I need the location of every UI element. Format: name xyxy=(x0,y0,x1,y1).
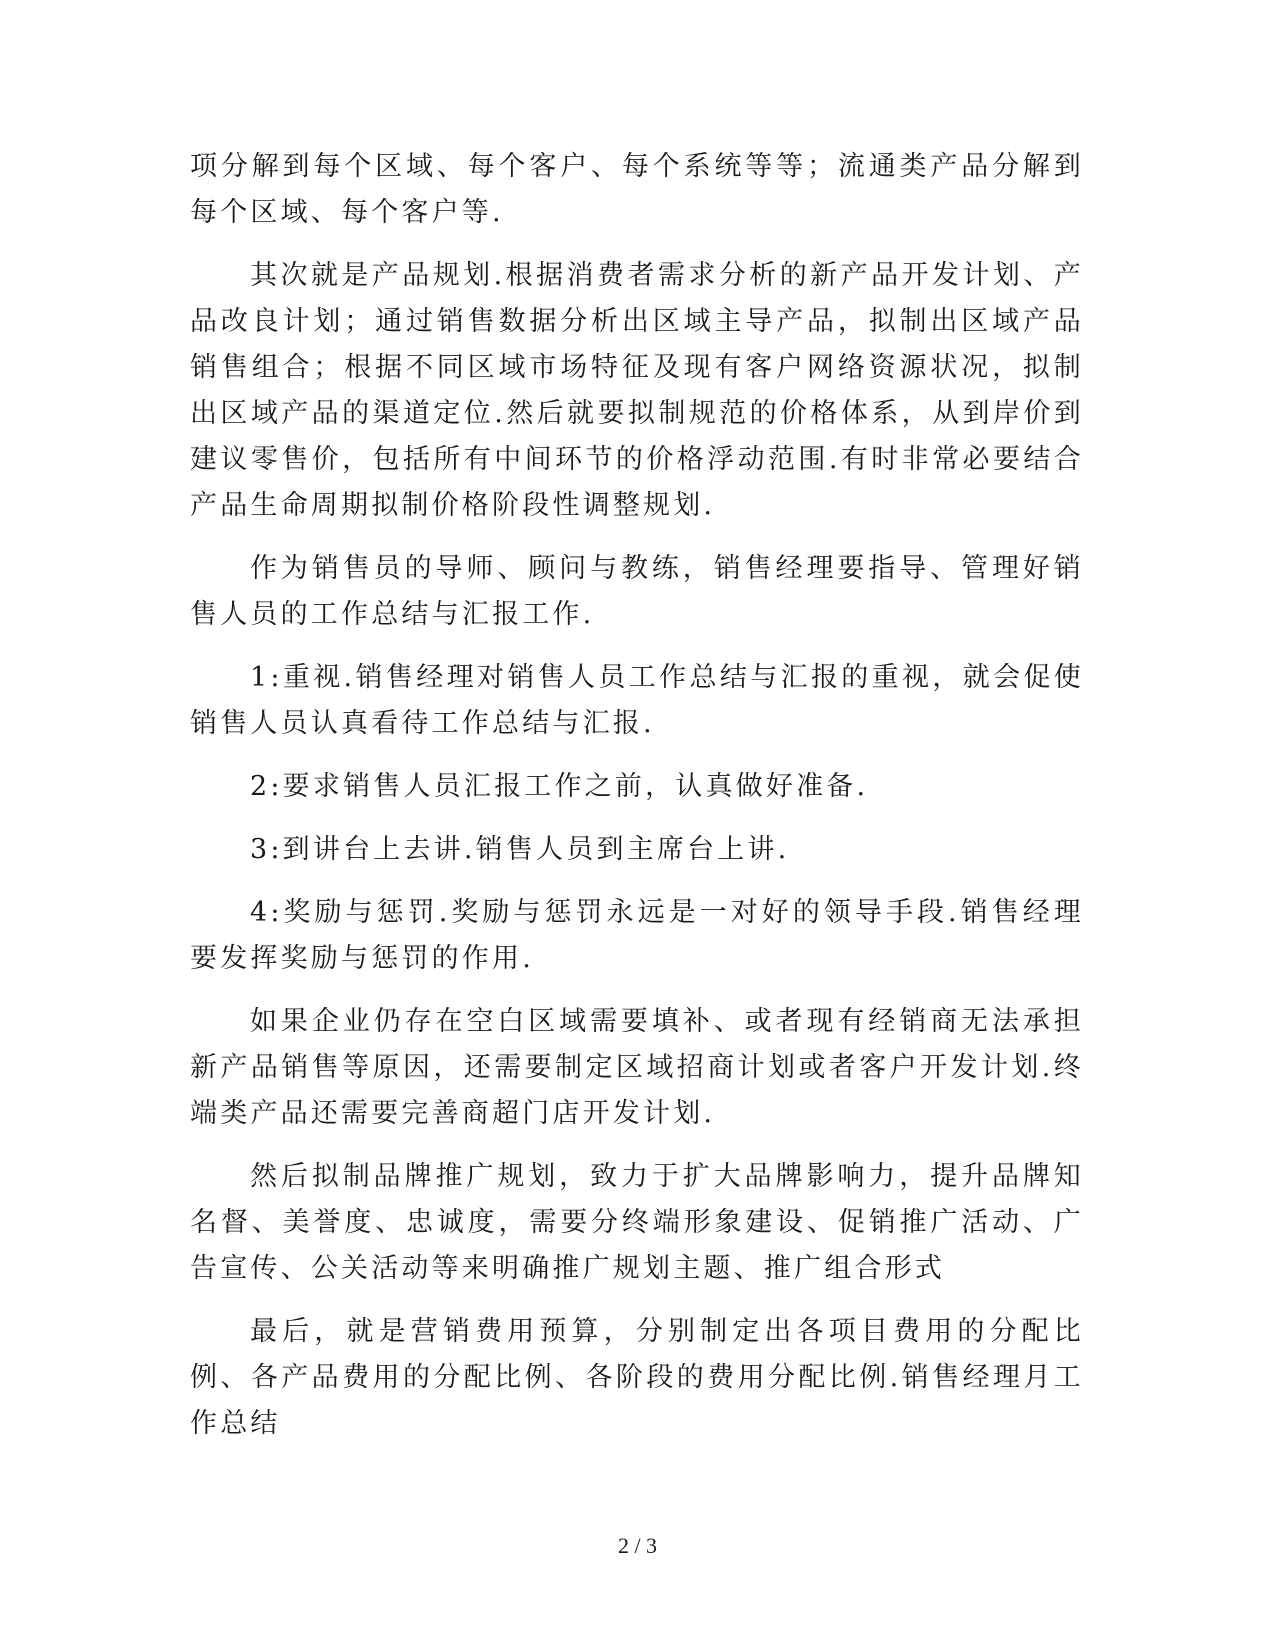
paragraph: 其次就是产品规划.根据消费者需求分析的新产品开发计划、产品改良计划；通过销售数据分析出区域主导产品，拟制出区域产品销售组合；根据不同区域市场特征及现有客户网络资源状况，拟制出区域产品的渠道定位.然后就要拟制规范的价格体系，从到岸价到建议零售价，包括所有中间环节的价格浮动范围.有时非常必要结合产品生命周期拟制价格阶段性调整规划. xyxy=(190,260,1084,521)
paragraph: 如果企业仍存在空白区域需要填补、或者现有经销商无法承担新产品销售等原因，还需要制定区域招商计划或者客户开发计划.终端类产品还需要完善商超门店开发计划. xyxy=(190,1006,1084,1129)
paragraph: 最后，就是营销费用预算，分别制定出各项目费用的分配比例、各产品费用的分配比例、各阶段的费用分配比例.销售经理月工作总结 xyxy=(190,1316,1084,1439)
document-body xyxy=(190,144,1084,1464)
paragraph: 作为销售员的导师、顾问与教练，销售经理要指导、管理好销售人员的工作总结与汇报工作. xyxy=(190,553,1084,630)
paragraph: 1:重视.销售经理对销售人员工作总结与汇报的重视，就会促使销售人员认真看待工作总结与汇报. xyxy=(190,662,1084,739)
paragraph: 4:奖励与惩罚.奖励与惩罚永远是一对好的领导手段.销售经理要发挥奖励与惩罚的作用. xyxy=(190,897,1084,974)
paragraph: 2:要求销售人员汇报工作之前，认真做好准备. xyxy=(250,771,869,802)
paragraph: 项分解到每个区域、每个客户、每个系统等等；流通类产品分解到每个区域、每个客户等. xyxy=(190,151,1084,228)
paragraph: 然后拟制品牌推广规划，致力于扩大品牌影响力，提升品牌知名督、美誉度、忠诚度，需要分终端形象建设、促销推广活动、广告宣传、公关活动等来明确推广规划主题、推广组合形式 xyxy=(190,1161,1084,1284)
paragraph: 3:到讲台上去讲.销售人员到主席台上讲. xyxy=(250,834,790,865)
page-number: 2 / 3 xyxy=(617,1533,658,1558)
